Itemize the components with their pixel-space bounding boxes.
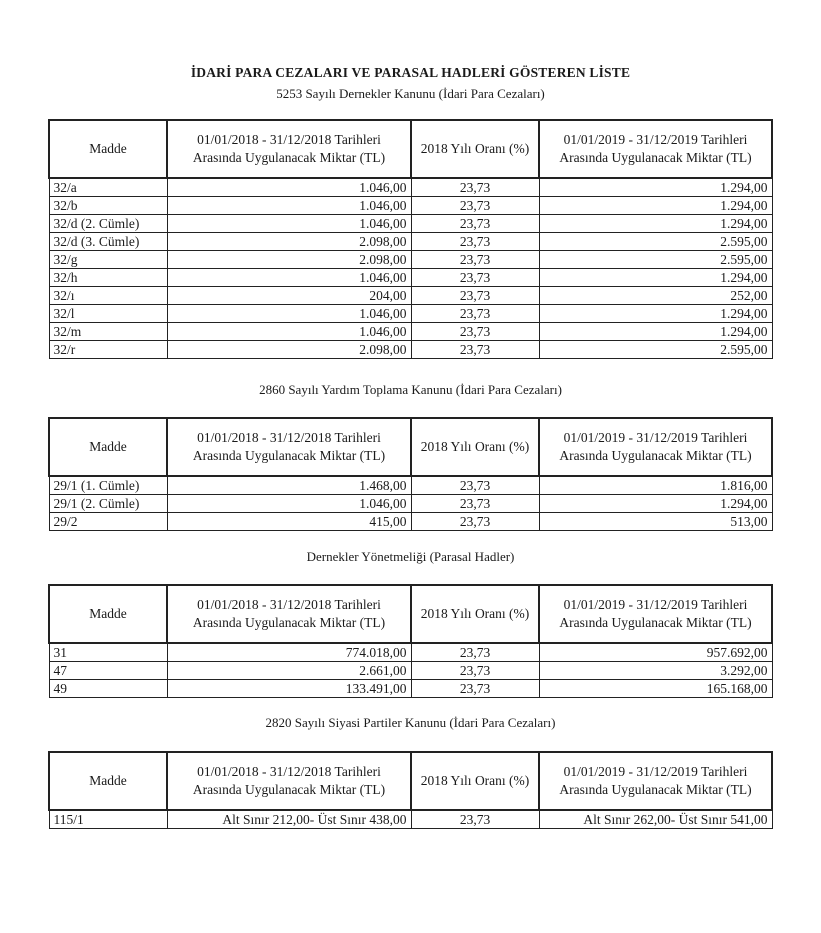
table-row (49, 287, 772, 305)
table-header-row (49, 418, 772, 476)
madde-cell: 49 (49, 680, 167, 698)
table-row (49, 513, 772, 531)
table-dernekler-kanunu (48, 119, 773, 359)
header-2018-amount: 01/01/2018 - 31/12/2018 Tarihleri Arasında Uygulanacak Miktar (TL) (167, 120, 411, 178)
amount-2019-cell: 1.294,00 (539, 269, 772, 287)
table-row (49, 215, 772, 233)
header-2018-amount: 01/01/2018 - 31/12/2018 Tarihleri Arasında Uygulanacak Miktar (TL) (167, 752, 411, 810)
amount-2019-cell: 252,00 (539, 287, 772, 305)
amount-2018-cell: 1.046,00 (167, 305, 411, 323)
table-yardim-toplama-kanunu (48, 417, 773, 531)
madde-cell: 32/m (49, 323, 167, 341)
madde-cell: 47 (49, 662, 167, 680)
amount-2019-cell: 1.294,00 (539, 197, 772, 215)
header-2018-amount: 01/01/2018 - 31/12/2018 Tarihleri Arasında Uygulanacak Miktar (TL) (167, 418, 411, 476)
table-row (49, 269, 772, 287)
amount-2019-cell: 3.292,00 (539, 662, 772, 680)
table-row (49, 643, 772, 662)
madde-cell: 32/d (3. Cümle) (49, 233, 167, 251)
madde-cell: 32/a (49, 178, 167, 197)
madde-cell: 31 (49, 643, 167, 662)
amount-2018-cell: Alt Sınır 212,00- Üst Sınır 438,00 (167, 810, 411, 829)
amount-2018-cell: 2.661,00 (167, 662, 411, 680)
table-row (49, 810, 772, 829)
madde-cell: 32/h (49, 269, 167, 287)
header-madde: Madde (49, 752, 167, 810)
table-row (49, 233, 772, 251)
amount-2019-cell: 1.294,00 (539, 323, 772, 341)
rate-cell: 23,73 (411, 680, 539, 698)
amount-2019-cell: 2.595,00 (539, 251, 772, 269)
table-row (49, 197, 772, 215)
header-2018-rate: 2018 Yılı Oranı (%) (411, 120, 539, 178)
amount-2019-cell: 1.294,00 (539, 305, 772, 323)
madde-cell: 29/2 (49, 513, 167, 531)
section-caption-yardim-toplama-kanunu: 2860 Sayılı Yardım Toplama Kanunu (İdari Para Cezaları) (259, 382, 562, 397)
header-2019-amount: 01/01/2019 - 31/12/2019 Tarihleri Arasında Uygulanacak Miktar (TL) (539, 120, 772, 178)
table-row (49, 495, 772, 513)
amount-2018-cell: 774.018,00 (167, 643, 411, 662)
madde-cell: 29/1 (1. Cümle) (49, 476, 167, 495)
rate-cell: 23,73 (411, 305, 539, 323)
madde-cell: 32/ı (49, 287, 167, 305)
amount-2019-cell: 1.816,00 (539, 476, 772, 495)
header-madde: Madde (49, 585, 167, 643)
amount-2019-cell: 1.294,00 (539, 178, 772, 197)
rate-cell: 23,73 (411, 810, 539, 829)
rate-cell: 23,73 (411, 643, 539, 662)
amount-2018-cell: 1.046,00 (167, 215, 411, 233)
table-row (49, 323, 772, 341)
section-caption-siyasi-partiler-kanunu: 2820 Sayılı Siyasi Partiler Kanunu (İdari Para Cezaları) (265, 715, 556, 730)
rate-cell: 23,73 (411, 197, 539, 215)
table-header-row (49, 752, 772, 810)
rate-cell: 23,73 (411, 323, 539, 341)
table-header-row (49, 120, 772, 178)
header-madde: Madde (49, 418, 167, 476)
madde-cell: 32/b (49, 197, 167, 215)
amount-2019-cell: 2.595,00 (539, 233, 772, 251)
amount-2018-cell: 1.046,00 (167, 178, 411, 197)
amount-2019-cell: 2.595,00 (539, 341, 772, 359)
rate-cell: 23,73 (411, 287, 539, 305)
header-2018-rate: 2018 Yılı Oranı (%) (411, 752, 539, 810)
madde-cell: 32/r (49, 341, 167, 359)
header-2019-amount: 01/01/2019 - 31/12/2019 Tarihleri Arasında Uygulanacak Miktar (TL) (539, 585, 772, 643)
table-row (49, 305, 772, 323)
rate-cell: 23,73 (411, 476, 539, 495)
rate-cell: 23,73 (411, 341, 539, 359)
section-caption-dernekler-kanunu: 5253 Sayılı Dernekler Kanunu (İdari Para Cezaları) (276, 86, 545, 101)
amount-2019-cell: 1.294,00 (539, 495, 772, 513)
rate-cell: 23,73 (411, 251, 539, 269)
amount-2018-cell: 2.098,00 (167, 233, 411, 251)
amount-2019-cell: 957.692,00 (539, 643, 772, 662)
table-row (49, 178, 772, 197)
amount-2018-cell: 1.046,00 (167, 323, 411, 341)
table-row (49, 251, 772, 269)
rate-cell: 23,73 (411, 495, 539, 513)
header-madde: Madde (49, 120, 167, 178)
header-2019-amount: 01/01/2019 - 31/12/2019 Tarihleri Arasında Uygulanacak Miktar (TL) (539, 418, 772, 476)
amount-2018-cell: 2.098,00 (167, 251, 411, 269)
table-row (49, 341, 772, 359)
rate-cell: 23,73 (411, 269, 539, 287)
amount-2018-cell: 2.098,00 (167, 341, 411, 359)
rate-cell: 23,73 (411, 233, 539, 251)
madde-cell: 32/g (49, 251, 167, 269)
amount-2019-cell: 1.294,00 (539, 215, 772, 233)
amount-2018-cell: 204,00 (167, 287, 411, 305)
madde-cell: 115/1 (49, 810, 167, 829)
rate-cell: 23,73 (411, 215, 539, 233)
header-2018-rate: 2018 Yılı Oranı (%) (411, 585, 539, 643)
section-caption-dernekler-yonetmeligi: Dernekler Yönetmeliği (Parasal Hadler) (306, 549, 515, 564)
madde-cell: 29/1 (2. Cümle) (49, 495, 167, 513)
rate-cell: 23,73 (411, 662, 539, 680)
table-row (49, 476, 772, 495)
rate-cell: 23,73 (411, 178, 539, 197)
amount-2018-cell: 415,00 (167, 513, 411, 531)
header-2018-amount: 01/01/2018 - 31/12/2018 Tarihleri Arasında Uygulanacak Miktar (TL) (167, 585, 411, 643)
table-header-row (49, 585, 772, 643)
rate-cell: 23,73 (411, 513, 539, 531)
amount-2018-cell: 1.046,00 (167, 269, 411, 287)
header-2019-amount: 01/01/2019 - 31/12/2019 Tarihleri Arasında Uygulanacak Miktar (TL) (539, 752, 772, 810)
amount-2018-cell: 133.491,00 (167, 680, 411, 698)
madde-cell: 32/d (2. Cümle) (49, 215, 167, 233)
amount-2019-cell: Alt Sınır 262,00- Üst Sınır 541,00 (539, 810, 772, 829)
document-title: İDARİ PARA CEZALARI VE PARASAL HADLERİ GÖSTEREN LİSTE (190, 65, 631, 80)
amount-2018-cell: 1.468,00 (167, 476, 411, 495)
header-2018-rate: 2018 Yılı Oranı (%) (411, 418, 539, 476)
amount-2018-cell: 1.046,00 (167, 197, 411, 215)
madde-cell: 32/l (49, 305, 167, 323)
table-row (49, 662, 772, 680)
amount-2019-cell: 165.168,00 (539, 680, 772, 698)
table-dernekler-yonetmeligi (48, 584, 773, 698)
amount-2019-cell: 513,00 (539, 513, 772, 531)
amount-2018-cell: 1.046,00 (167, 495, 411, 513)
table-row (49, 680, 772, 698)
table-siyasi-partiler-kanunu (48, 751, 773, 829)
